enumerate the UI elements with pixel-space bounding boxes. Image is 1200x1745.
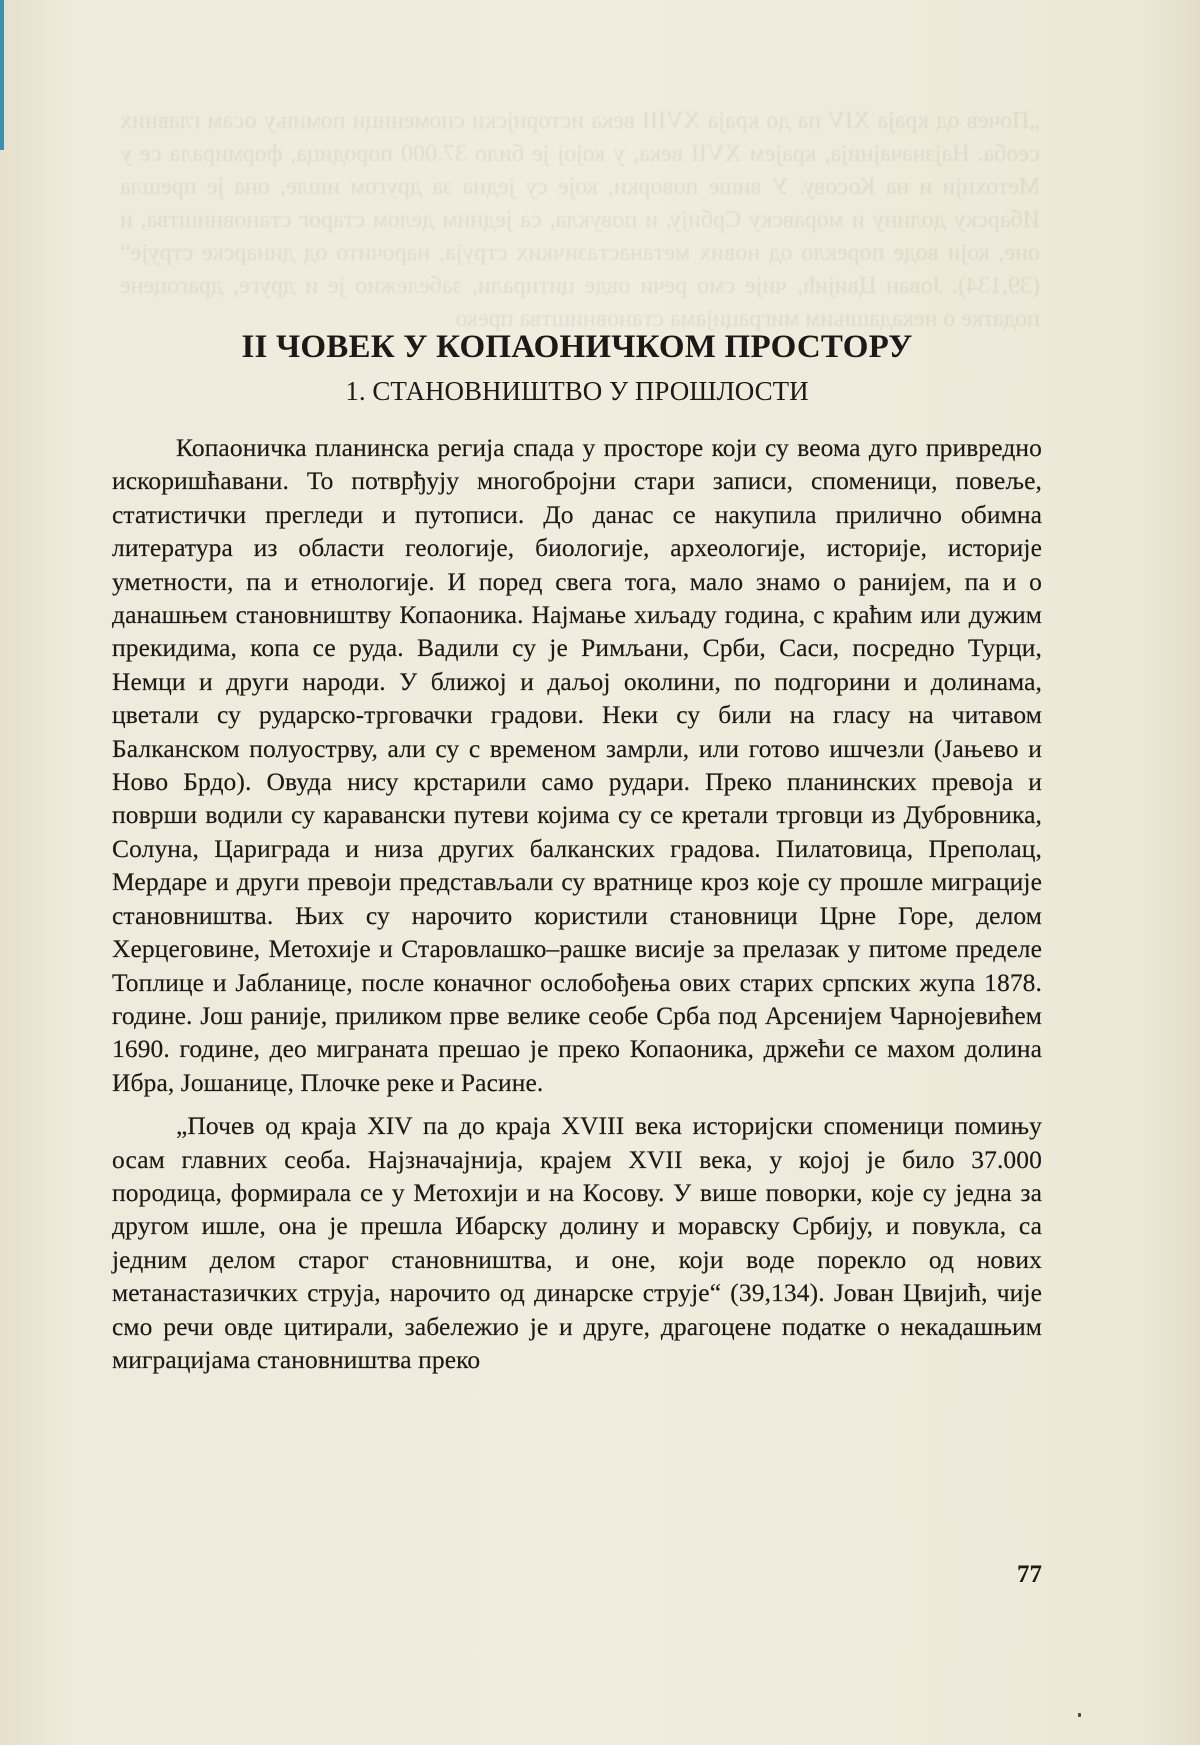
chapter-title: II ЧОВЕК У КОПАОНИЧКОМ ПРОСТОРУ xyxy=(241,329,913,365)
print-speck xyxy=(1078,1713,1081,1717)
page-content xyxy=(112,325,1042,1376)
body-paragraph-1: Копаоничка планинска регија спада у просторе који су веома дуго привредно искоришћавани. То потврђују многобројни стари записи, споменици, повеље, статистички прегледи и путописи. До данас се накупила прилично обимна литература из области геологије, биологије, археологије, историје, историје уметности, па и етнологије. И поред свега тога, мало знамо о ранијем, па и о данашњем становништву Копаоника. Најмање хиљаду година, с краћим или дужим прекидима, копа се руда. Вадили су је Римљани, Срби, Саси, посредно Турци, Немци и други народи. У ближој и даљој околини, по подгорини и долинама, цветали су рударско-трговачки градови. Неки су били на гласу на читавом Балканском полуострву, али су с временом замрли, или готово ишчезли (Јањево и Ново Брдо). Овуда нису крстарили само рудари. Преко планинских превоја и површи водили су каравански путеви којима су се кретали трговци из Дубровника, Солуна, Цариграда и низа других балканских градова. Пилатовица, Преполац, Мердаре и други превоји представљали су вратнице кроз које су прошле миграције становништва. Њих су нарочито користили становници Црне Горе, делом Херцеговине, Метохије и Старовлашко–рашке висије за прелазак у питоме пределе Топлице и Јабланице, после коначног ослобођења ових старих српских жупа 1878. године. Још раније, приликом прве велике сеобе Срба под Арсенијем Чарнојевићем 1690. године, део миграната прешао је преко Копаоника, држећи се махом долина Ибра, Јошанице, Плочке реке и Расине. xyxy=(112,433,1042,1097)
page-edge-mark xyxy=(0,0,4,150)
section-title: 1. СТАНОВНИШТВО У ПРОШЛОСТИ xyxy=(345,376,809,406)
page-number: 77 xyxy=(1017,1561,1042,1588)
bleed-through-text: „Почев од краја XIV па до краја XVIII века историјски споменици помињу осам главних сеоба. Најзначајнија, крајем XVII века, у којој је било 37.000 породица, формирала се у Метохији и на Косову. У више поворки, које су једна за другом ишле, она је прешла Ибарску долину и моравску Србију, и повукла, са једним делом старог становништва, и оне, који воде порекло од нових метанастазичких струја, нарочито од динарске струје“ (39,134). Јован Цвијић, чије смо речи овде цитирали, забележио је и друге, драгоцене податке о некадашњим миграцијама становништва преко xyxy=(120,108,1040,332)
body-paragraph-2: „Почев од краја XIV па до краја XVIII века историјски споменици помињу осам главних сеоба. Најзначајнија, крајем XVII века, у којој је било 37.000 породица, формирала се у Метохији и на Косову. У више поворки, које су једна за другом ишле, она је прешла Ибарску долину и моравску Србију, и повукла, са једним делом старог становништва, и оне, који воде порекло од нових метанастазичких струја, нарочито од динарске струје“ (39,134). Јован Цвијић, чије смо речи овде цитирали, забележио је и друге, драгоцене податке о некадашњим миграцијама становништва преко xyxy=(112,1111,1042,1374)
